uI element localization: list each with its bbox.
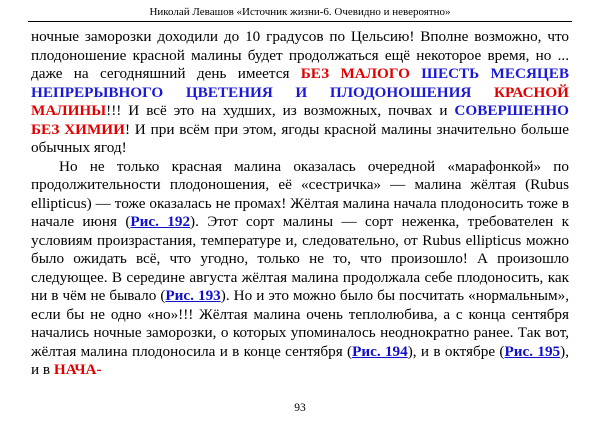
text-run: ), и в октябре (	[407, 342, 505, 360]
body-text	[31, 28, 569, 380]
text-run: !!! И всё это на худших, из возможных, почвах и	[106, 102, 455, 119]
text-run: ! И при всём при этом, ягоды красной малины значительно больше обычных ягод!	[31, 120, 569, 156]
figure-reference-link[interactable]: Рис. 192	[130, 213, 191, 230]
emphasized-text: СОВЕРШЕННО	[454, 102, 569, 119]
text-run: ), и в	[31, 342, 570, 378]
emphasized-text: КРАСНОЙ МАЛИНЫ	[31, 83, 569, 119]
text-run: ). Этот сорт малины — сорт неженка, требователен к условиям произрастания, температуре и, следовательно, от Rubus ellipticus можно было ожидать всё, что угодно, только не то, что произошло! А произошло следующее. В середине августа жёлтая малина продолжала себе плодоносить, как ни в чём не бывало (	[31, 213, 569, 304]
emphasized-text: НАЧА-	[53, 361, 102, 378]
text-run: Но не только красная малина оказалась очередной «марафонкой» по продолжительности плодоношения, её «сестричка» — малина жёлтая (Rubus ellipticus) — тоже оказалась не промах! Жёлтая малина начала плодоносить тоже в начале июня (	[31, 157, 569, 230]
header-rule	[28, 21, 572, 22]
page-number: 93	[294, 402, 306, 414]
paragraph-2	[31, 158, 569, 380]
running-header: Николай Левашов «Источник жизни-6. Очевидно и невероятно»	[149, 6, 451, 18]
emphasized-text: ШЕСТЬ МЕСЯЦЕВ НЕПРЕРЫВНОГО ЦВЕТЕНИЯ И ПЛОДОНОШЕНИЯ	[31, 65, 570, 101]
emphasized-text: БЕЗ ХИМИИ	[31, 120, 125, 138]
figure-reference-link[interactable]: Рис. 194	[352, 342, 408, 360]
paragraph-1	[31, 28, 569, 158]
figure-reference-link[interactable]: Рис. 195	[504, 342, 561, 360]
text-run: ). Но и это можно было бы посчитать «нормальным», если бы не одно «но»!!! Жёлтая малина очень теплолюбива, а с конца сентября начались ночные заморозки, о которых упоминалось неоднократно ранее. Так вот, жёлтая малина плодоносила и в конце сентября (	[31, 287, 570, 360]
text-run: ночные заморозки доходили до 10 градусов по Цельсию! Вполне возможно, что плодоношение красной малины будет продолжаться ещё некоторое время, но ... даже на сегодняшний день имеется	[31, 28, 569, 82]
figure-reference-link[interactable]: Рис. 193	[165, 287, 221, 304]
emphasized-text: БЕЗ МАЛОГО	[300, 65, 422, 82]
